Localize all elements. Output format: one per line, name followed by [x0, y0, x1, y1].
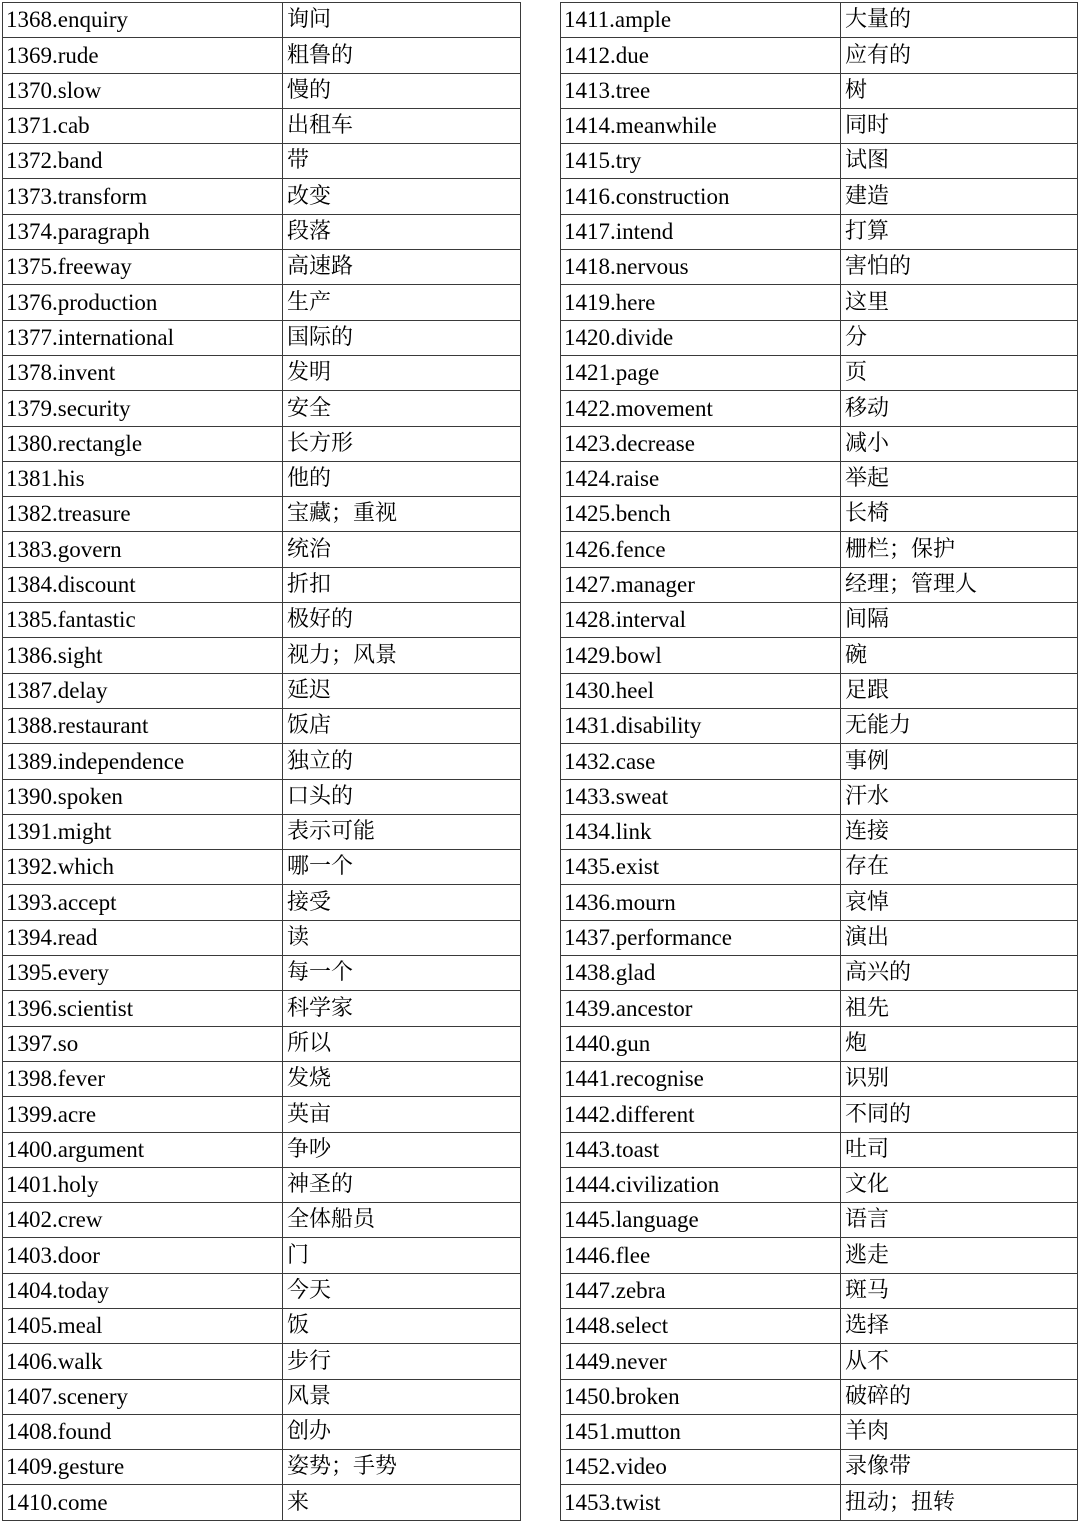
chinese-meaning-cell: 今天 — [283, 1273, 521, 1308]
vocabulary-table-left-body — [3, 3, 521, 1521]
table-row — [561, 567, 1078, 602]
chinese-meaning-cell: 哀悼 — [841, 885, 1078, 920]
chinese-meaning-cell: 分 — [841, 320, 1078, 355]
table-row — [561, 1273, 1078, 1308]
chinese-meaning-cell: 饭 — [283, 1308, 521, 1343]
english-word-cell: 1403.door — [3, 1238, 283, 1273]
table-row — [561, 108, 1078, 143]
chinese-meaning-cell: 带 — [283, 144, 521, 179]
table-row — [3, 144, 521, 179]
table-row — [561, 638, 1078, 673]
english-word-cell: 1429.bowl — [561, 638, 841, 673]
table-row — [3, 179, 521, 214]
chinese-meaning-cell: 科学家 — [283, 991, 521, 1026]
english-word-cell: 1420.divide — [561, 320, 841, 355]
table-row — [561, 885, 1078, 920]
chinese-meaning-cell: 宝藏；重视 — [283, 497, 521, 532]
english-word-cell: 1389.independence — [3, 744, 283, 779]
english-word-cell: 1407.scenery — [3, 1379, 283, 1414]
table-row — [3, 1026, 521, 1061]
chinese-meaning-cell: 安全 — [283, 391, 521, 426]
english-word-cell: 1398.fever — [3, 1061, 283, 1096]
table-row — [3, 991, 521, 1026]
chinese-meaning-cell: 无能力 — [841, 708, 1078, 743]
table-row — [3, 497, 521, 532]
english-word-cell: 1377.international — [3, 320, 283, 355]
english-word-cell: 1392.which — [3, 850, 283, 885]
table-row — [3, 920, 521, 955]
chinese-meaning-cell: 识别 — [841, 1061, 1078, 1096]
chinese-meaning-cell: 吐司 — [841, 1132, 1078, 1167]
table-row — [561, 673, 1078, 708]
table-row — [3, 214, 521, 249]
chinese-meaning-cell: 连接 — [841, 814, 1078, 849]
english-word-cell: 1444.civilization — [561, 1167, 841, 1202]
table-row — [561, 850, 1078, 885]
english-word-cell: 1414.meanwhile — [561, 108, 841, 143]
chinese-meaning-cell: 折扣 — [283, 567, 521, 602]
english-word-cell: 1397.so — [3, 1026, 283, 1061]
table-row — [561, 426, 1078, 461]
english-word-cell: 1424.raise — [561, 461, 841, 496]
chinese-meaning-cell: 读 — [283, 920, 521, 955]
table-row — [561, 1132, 1078, 1167]
table-row — [3, 3, 521, 38]
table-row — [561, 144, 1078, 179]
table-row — [3, 673, 521, 708]
table-row — [3, 956, 521, 991]
chinese-meaning-cell: 创办 — [283, 1414, 521, 1449]
english-word-cell: 1412.due — [561, 38, 841, 73]
table-row — [561, 1450, 1078, 1485]
english-word-cell: 1433.sweat — [561, 779, 841, 814]
chinese-meaning-cell: 同时 — [841, 108, 1078, 143]
chinese-meaning-cell: 汗水 — [841, 779, 1078, 814]
chinese-meaning-cell: 演出 — [841, 920, 1078, 955]
chinese-meaning-cell: 逃走 — [841, 1238, 1078, 1273]
table-row — [3, 1414, 521, 1449]
table-row — [3, 567, 521, 602]
english-word-cell: 1410.come — [3, 1485, 283, 1520]
english-word-cell: 1416.construction — [561, 179, 841, 214]
chinese-meaning-cell: 表示可能 — [283, 814, 521, 849]
chinese-meaning-cell: 来 — [283, 1485, 521, 1520]
english-word-cell: 1440.gun — [561, 1026, 841, 1061]
table-row — [561, 1203, 1078, 1238]
english-word-cell: 1370.slow — [3, 73, 283, 108]
chinese-meaning-cell: 不同的 — [841, 1097, 1078, 1132]
english-word-cell: 1419.here — [561, 285, 841, 320]
english-word-cell: 1434.link — [561, 814, 841, 849]
table-row — [3, 38, 521, 73]
english-word-cell: 1426.fence — [561, 532, 841, 567]
table-row — [561, 920, 1078, 955]
table-row — [561, 1379, 1078, 1414]
english-word-cell: 1437.performance — [561, 920, 841, 955]
english-word-cell: 1428.interval — [561, 603, 841, 638]
table-row — [3, 638, 521, 673]
table-row — [3, 461, 521, 496]
table-row — [3, 779, 521, 814]
vocabulary-table-right — [560, 2, 1078, 1521]
english-word-cell: 1387.delay — [3, 673, 283, 708]
table-row — [3, 108, 521, 143]
vocabulary-table-left — [2, 2, 521, 1521]
table-row — [3, 744, 521, 779]
english-word-cell: 1409.gesture — [3, 1450, 283, 1485]
table-row — [561, 1097, 1078, 1132]
chinese-meaning-cell: 所以 — [283, 1026, 521, 1061]
english-word-cell: 1371.cab — [3, 108, 283, 143]
table-row — [3, 1167, 521, 1202]
english-word-cell: 1406.walk — [3, 1344, 283, 1379]
table-row — [561, 1238, 1078, 1273]
chinese-meaning-cell: 出租车 — [283, 108, 521, 143]
table-row — [561, 603, 1078, 638]
chinese-meaning-cell: 慢的 — [283, 73, 521, 108]
table-row — [561, 1414, 1078, 1449]
table-row — [561, 1167, 1078, 1202]
chinese-meaning-cell: 生产 — [283, 285, 521, 320]
table-row — [3, 426, 521, 461]
english-word-cell: 1438.glad — [561, 956, 841, 991]
table-row — [3, 355, 521, 390]
table-row — [3, 850, 521, 885]
chinese-meaning-cell: 改变 — [283, 179, 521, 214]
english-word-cell: 1383.govern — [3, 532, 283, 567]
chinese-meaning-cell: 粗鲁的 — [283, 38, 521, 73]
table-row — [561, 355, 1078, 390]
english-word-cell: 1378.invent — [3, 355, 283, 390]
table-row — [561, 3, 1078, 38]
chinese-meaning-cell: 风景 — [283, 1379, 521, 1414]
chinese-meaning-cell: 羊肉 — [841, 1414, 1078, 1449]
chinese-meaning-cell: 建造 — [841, 179, 1078, 214]
chinese-meaning-cell: 足跟 — [841, 673, 1078, 708]
chinese-meaning-cell: 发明 — [283, 355, 521, 390]
table-row — [3, 1061, 521, 1096]
table-row — [3, 814, 521, 849]
chinese-meaning-cell: 炮 — [841, 1026, 1078, 1061]
chinese-meaning-cell: 移动 — [841, 391, 1078, 426]
table-row — [3, 1485, 521, 1520]
english-word-cell: 1375.freeway — [3, 250, 283, 285]
chinese-meaning-cell: 存在 — [841, 850, 1078, 885]
table-row — [561, 461, 1078, 496]
table-row — [561, 214, 1078, 249]
chinese-meaning-cell: 延迟 — [283, 673, 521, 708]
english-word-cell: 1452.video — [561, 1450, 841, 1485]
english-word-cell: 1373.transform — [3, 179, 283, 214]
english-word-cell: 1369.rude — [3, 38, 283, 73]
table-row — [3, 1238, 521, 1273]
english-word-cell: 1395.every — [3, 956, 283, 991]
chinese-meaning-cell: 高速路 — [283, 250, 521, 285]
chinese-meaning-cell: 试图 — [841, 144, 1078, 179]
chinese-meaning-cell: 栅栏；保护 — [841, 532, 1078, 567]
table-row — [3, 73, 521, 108]
table-row — [561, 708, 1078, 743]
chinese-meaning-cell: 大量的 — [841, 3, 1078, 38]
english-word-cell: 1446.flee — [561, 1238, 841, 1273]
table-row — [561, 1026, 1078, 1061]
chinese-meaning-cell: 统治 — [283, 532, 521, 567]
english-word-cell: 1430.heel — [561, 673, 841, 708]
chinese-meaning-cell: 哪一个 — [283, 850, 521, 885]
chinese-meaning-cell: 发烧 — [283, 1061, 521, 1096]
chinese-meaning-cell: 页 — [841, 355, 1078, 390]
table-row — [3, 1344, 521, 1379]
table-row — [561, 1485, 1078, 1520]
chinese-meaning-cell: 破碎的 — [841, 1379, 1078, 1414]
chinese-meaning-cell: 语言 — [841, 1203, 1078, 1238]
english-word-cell: 1381.his — [3, 461, 283, 496]
english-word-cell: 1445.language — [561, 1203, 841, 1238]
table-row — [3, 250, 521, 285]
english-word-cell: 1401.holy — [3, 1167, 283, 1202]
english-word-cell: 1423.decrease — [561, 426, 841, 461]
table-row — [561, 250, 1078, 285]
chinese-meaning-cell: 间隔 — [841, 603, 1078, 638]
english-word-cell: 1427.manager — [561, 567, 841, 602]
table-row — [561, 532, 1078, 567]
table-row — [561, 956, 1078, 991]
english-word-cell: 1399.acre — [3, 1097, 283, 1132]
chinese-meaning-cell: 斑马 — [841, 1273, 1078, 1308]
english-word-cell: 1385.fantastic — [3, 603, 283, 638]
english-word-cell: 1450.broken — [561, 1379, 841, 1414]
english-word-cell: 1402.crew — [3, 1203, 283, 1238]
table-row — [561, 38, 1078, 73]
english-word-cell: 1396.scientist — [3, 991, 283, 1026]
chinese-meaning-cell: 国际的 — [283, 320, 521, 355]
table-row — [561, 1061, 1078, 1096]
english-word-cell: 1439.ancestor — [561, 991, 841, 1026]
table-row — [3, 285, 521, 320]
table-row — [561, 779, 1078, 814]
english-word-cell: 1436.mourn — [561, 885, 841, 920]
chinese-meaning-cell: 从不 — [841, 1344, 1078, 1379]
english-word-cell: 1380.rectangle — [3, 426, 283, 461]
chinese-meaning-cell: 录像带 — [841, 1450, 1078, 1485]
english-word-cell: 1384.discount — [3, 567, 283, 602]
chinese-meaning-cell: 碗 — [841, 638, 1078, 673]
table-row — [561, 73, 1078, 108]
english-word-cell: 1418.nervous — [561, 250, 841, 285]
english-word-cell: 1405.meal — [3, 1308, 283, 1343]
english-word-cell: 1435.exist — [561, 850, 841, 885]
chinese-meaning-cell: 门 — [283, 1238, 521, 1273]
english-word-cell: 1400.argument — [3, 1132, 283, 1167]
chinese-meaning-cell: 口头的 — [283, 779, 521, 814]
chinese-meaning-cell: 经理；管理人 — [841, 567, 1078, 602]
chinese-meaning-cell: 神圣的 — [283, 1167, 521, 1202]
english-word-cell: 1425.bench — [561, 497, 841, 532]
chinese-meaning-cell: 饭店 — [283, 708, 521, 743]
english-word-cell: 1413.tree — [561, 73, 841, 108]
english-word-cell: 1432.case — [561, 744, 841, 779]
english-word-cell: 1447.zebra — [561, 1273, 841, 1308]
table-row — [3, 885, 521, 920]
english-word-cell: 1408.found — [3, 1414, 283, 1449]
chinese-meaning-cell: 长方形 — [283, 426, 521, 461]
table-row — [561, 391, 1078, 426]
english-word-cell: 1451.mutton — [561, 1414, 841, 1449]
english-word-cell: 1379.security — [3, 391, 283, 426]
chinese-meaning-cell: 高兴的 — [841, 956, 1078, 991]
chinese-meaning-cell: 应有的 — [841, 38, 1078, 73]
chinese-meaning-cell: 英亩 — [283, 1097, 521, 1132]
english-word-cell: 1453.twist — [561, 1485, 841, 1520]
english-word-cell: 1374.paragraph — [3, 214, 283, 249]
chinese-meaning-cell: 独立的 — [283, 744, 521, 779]
table-row — [3, 603, 521, 638]
chinese-meaning-cell: 这里 — [841, 285, 1078, 320]
chinese-meaning-cell: 长椅 — [841, 497, 1078, 532]
table-row — [3, 391, 521, 426]
english-word-cell: 1368.enquiry — [3, 3, 283, 38]
chinese-meaning-cell: 事例 — [841, 744, 1078, 779]
chinese-meaning-cell: 争吵 — [283, 1132, 521, 1167]
chinese-meaning-cell: 视力；风景 — [283, 638, 521, 673]
english-word-cell: 1393.accept — [3, 885, 283, 920]
chinese-meaning-cell: 全体船员 — [283, 1203, 521, 1238]
english-word-cell: 1417.intend — [561, 214, 841, 249]
english-word-cell: 1390.spoken — [3, 779, 283, 814]
english-word-cell: 1422.movement — [561, 391, 841, 426]
table-row — [3, 1203, 521, 1238]
chinese-meaning-cell: 害怕的 — [841, 250, 1078, 285]
chinese-meaning-cell: 询问 — [283, 3, 521, 38]
table-row — [561, 497, 1078, 532]
table-row — [561, 1344, 1078, 1379]
english-word-cell: 1441.recognise — [561, 1061, 841, 1096]
chinese-meaning-cell: 减小 — [841, 426, 1078, 461]
table-row — [561, 814, 1078, 849]
chinese-meaning-cell: 极好的 — [283, 603, 521, 638]
table-row — [3, 532, 521, 567]
chinese-meaning-cell: 姿势；手势 — [283, 1450, 521, 1485]
table-row — [3, 1450, 521, 1485]
table-row — [3, 708, 521, 743]
chinese-meaning-cell: 段落 — [283, 214, 521, 249]
chinese-meaning-cell: 树 — [841, 73, 1078, 108]
chinese-meaning-cell: 打算 — [841, 214, 1078, 249]
table-row — [3, 320, 521, 355]
chinese-meaning-cell: 祖先 — [841, 991, 1078, 1026]
english-word-cell: 1449.never — [561, 1344, 841, 1379]
english-word-cell: 1386.sight — [3, 638, 283, 673]
english-word-cell: 1443.toast — [561, 1132, 841, 1167]
chinese-meaning-cell: 扭动；扭转 — [841, 1485, 1078, 1520]
table-row — [561, 320, 1078, 355]
chinese-meaning-cell: 接受 — [283, 885, 521, 920]
table-row — [3, 1273, 521, 1308]
chinese-meaning-cell: 他的 — [283, 461, 521, 496]
chinese-meaning-cell: 每一个 — [283, 956, 521, 991]
table-row — [3, 1097, 521, 1132]
chinese-meaning-cell: 文化 — [841, 1167, 1078, 1202]
english-word-cell: 1404.today — [3, 1273, 283, 1308]
chinese-meaning-cell: 选择 — [841, 1308, 1078, 1343]
table-row — [3, 1308, 521, 1343]
english-word-cell: 1411.ample — [561, 3, 841, 38]
english-word-cell: 1442.different — [561, 1097, 841, 1132]
english-word-cell: 1376.production — [3, 285, 283, 320]
english-word-cell: 1421.page — [561, 355, 841, 390]
english-word-cell: 1431.disability — [561, 708, 841, 743]
table-row — [561, 285, 1078, 320]
table-row — [3, 1132, 521, 1167]
english-word-cell: 1394.read — [3, 920, 283, 955]
table-row — [561, 744, 1078, 779]
english-word-cell: 1382.treasure — [3, 497, 283, 532]
chinese-meaning-cell: 举起 — [841, 461, 1078, 496]
english-word-cell: 1388.restaurant — [3, 708, 283, 743]
english-word-cell: 1391.might — [3, 814, 283, 849]
english-word-cell: 1448.select — [561, 1308, 841, 1343]
chinese-meaning-cell: 步行 — [283, 1344, 521, 1379]
table-row — [3, 1379, 521, 1414]
table-row — [561, 991, 1078, 1026]
vocabulary-table-right-body — [561, 3, 1078, 1521]
english-word-cell: 1372.band — [3, 144, 283, 179]
table-row — [561, 1308, 1078, 1343]
table-row — [561, 179, 1078, 214]
english-word-cell: 1415.try — [561, 144, 841, 179]
